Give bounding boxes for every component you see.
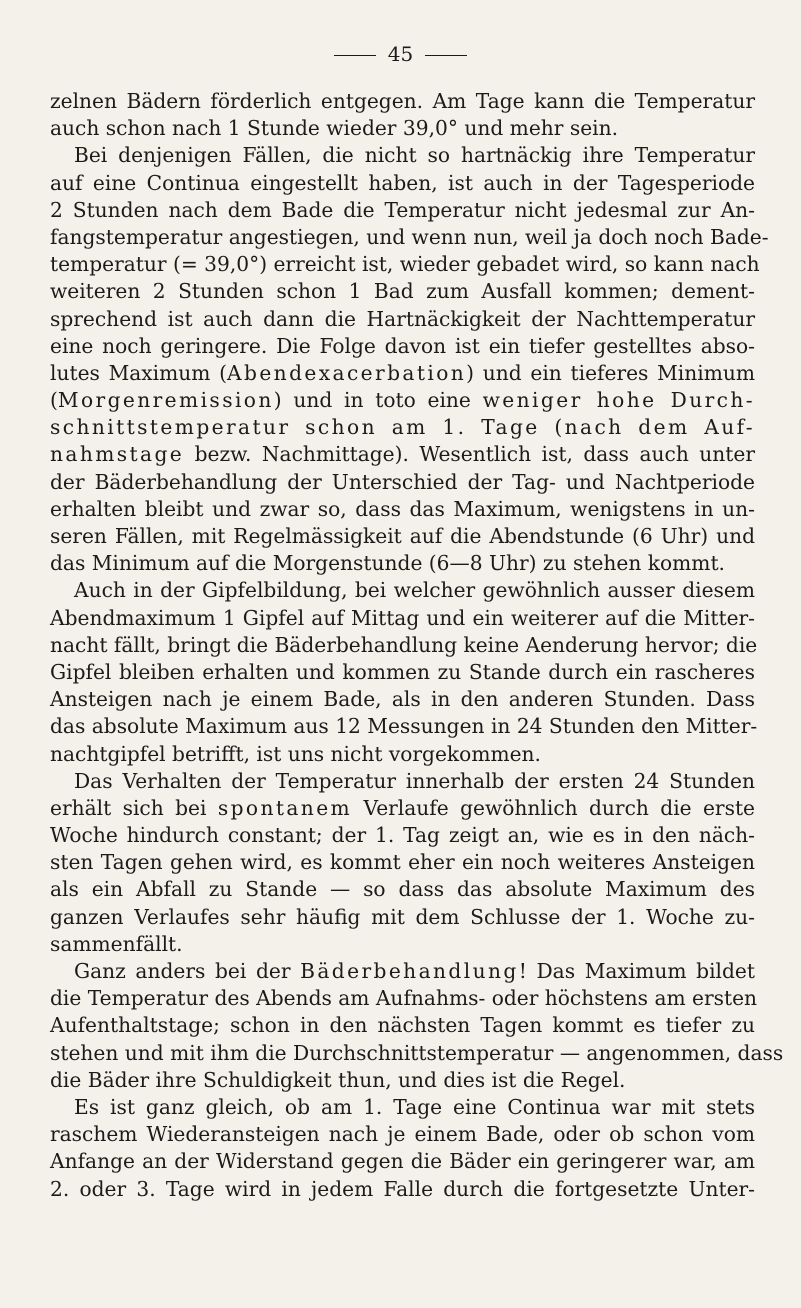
text-line <box>50 360 755 387</box>
text-segment: lutes Maximum ( <box>50 360 228 385</box>
text-line <box>50 441 755 468</box>
text-segment: nacht fällt, bringt die Bäderbehandlung keine Aenderung hervor; die <box>50 632 758 657</box>
text-segment: sammenfällt. <box>50 931 183 956</box>
text-line <box>50 224 769 251</box>
text-segment: sprechend ist auch dann die Hartnäckigkeit der Nachttemperatur <box>50 306 755 331</box>
text-line <box>50 795 755 822</box>
text-line <box>50 550 755 577</box>
spaced-emphasis: nahmstage <box>50 442 185 467</box>
text-segment: ganzen Verlaufes sehr häufig mit dem Schlusse der 1. Woche zu- <box>50 904 755 929</box>
text-line <box>50 577 755 604</box>
text-segment: 2. oder 3. Tage wird in jedem Falle durch die fortgesetzte Unter- <box>50 1176 755 1201</box>
header-dash-left <box>334 55 376 56</box>
text-segment: Ganz anders bei der <box>74 959 301 983</box>
spaced-emphasis: Abendexacerbation <box>227 360 467 385</box>
text-segment: das absolute Maximum aus 12 Messungen in 24 Stunden den Mitter- <box>50 714 758 739</box>
header-dash-right <box>425 55 467 56</box>
text-segment: erhält sich bei <box>50 795 218 820</box>
text-segment: 2 Stunden nach dem Bade die Temperatur nicht jedesmal zur An- <box>50 197 755 222</box>
text-segment: Abendmaximum 1 Gipfel auf Mittag und ein weiterer auf die Mitter- <box>50 605 755 630</box>
text-segment: erhalten bleibt und zwar so, dass das Maximum, wenigstens in un- <box>50 496 755 521</box>
text-line <box>50 1067 755 1094</box>
spaced-emphasis: schnittstemperatur schon am 1. Tage (nach dem Auf- <box>50 415 755 440</box>
page-header <box>0 42 801 66</box>
page-number: 45 <box>387 42 414 66</box>
text-line <box>50 686 755 713</box>
text-line <box>50 931 755 958</box>
text-segment: raschem Wiederansteigen nach je einem Bade, oder ob schon vom <box>50 1122 755 1147</box>
spaced-emphasis: spontanem <box>217 795 353 820</box>
text-segment: auf eine Continua eingestellt haben, ist auch in der Tagesperiode <box>50 170 755 195</box>
text-line <box>50 713 758 740</box>
text-line <box>50 768 755 795</box>
text-segment: weiteren 2 Stunden schon 1 Bad zum Ausfall kommen; dement- <box>50 279 755 304</box>
text-line <box>50 1176 755 1203</box>
text-segment: seren Fällen, mit Regelmässigkeit auf die Abendstunde (6 Uhr) und <box>50 524 755 548</box>
text-line <box>50 496 755 523</box>
text-segment: temperatur (= 39,0°) erreicht ist, wieder gebadet wird, so kann nach <box>50 252 760 277</box>
text-line <box>50 659 755 686</box>
text-segment: ) und ein tieferes Minimum <box>466 360 756 385</box>
text-segment: die Bäder ihre Schuldigkeit thun, und dies ist die Regel. <box>50 1067 626 1092</box>
text-line <box>50 387 755 414</box>
text-segment: das Minimum auf die Morgenstunde (6—8 Uhr) zu stehen kommt. <box>50 551 725 576</box>
spaced-emphasis: Morgenremission <box>57 388 274 413</box>
text-segment: Anfange an der Widerstand gegen die Bäder ein geringerer war, am <box>50 1149 755 1174</box>
text-segment: als ein Abfall zu Stande — so dass das absolute Maximum des <box>50 877 755 902</box>
text-segment: bezw. Nachmittage). Wesentlich ist, dass auch unter <box>184 442 755 467</box>
text-line <box>50 197 755 224</box>
text-segment: stehen und mit ihm die Durchschnittstemperatur — angenommen, dass <box>50 1040 784 1065</box>
text-segment: eine noch geringere. Die Folge davon ist ein tiefer gestelltes abso- <box>50 333 755 358</box>
spaced-emphasis: Bäderbehandlung <box>300 959 519 983</box>
text-segment: ) und in toto eine <box>273 388 483 413</box>
text-line <box>50 958 755 985</box>
text-line <box>50 822 755 849</box>
text-segment: ( <box>50 388 58 413</box>
text-segment: die Temperatur des Abends am Aufnahms- oder höchstens am ersten <box>50 986 758 1011</box>
text-line <box>50 1040 784 1067</box>
text-segment: Bei denjenigen Fällen, die nicht so hartnäckig ihre Temperatur <box>74 143 755 168</box>
spaced-emphasis: weniger hohe Durch- <box>482 388 755 413</box>
text-segment: nachtgipfel betrifft, ist uns nicht vorgekommen. <box>50 741 541 766</box>
text-line <box>50 741 755 768</box>
text-line <box>50 1094 755 1121</box>
text-line <box>50 469 755 496</box>
text-segment: der Bäderbehandlung der Unterschied der Tag- und Nachtperiode <box>50 469 755 494</box>
text-line <box>50 632 758 659</box>
text-line <box>50 115 755 142</box>
text-segment: Verlaufe gewöhnlich durch die erste <box>352 795 755 820</box>
text-segment: Ansteigen nach je einem Bade, als in den anderen Stunden. Dass <box>50 687 755 712</box>
text-line <box>50 876 755 903</box>
text-segment: Gipfel bleiben erhalten und kommen zu Stande durch ein rascheres <box>50 659 755 684</box>
text-segment: Es ist ganz gleich, ob am 1. Tage eine Continua war mit stets <box>74 1094 755 1119</box>
text-line <box>50 1121 755 1148</box>
text-line <box>50 605 755 632</box>
text-segment: Auch in der Gipfelbildung, bei welcher gewöhnlich ausser diesem <box>74 578 755 603</box>
text-line <box>50 1148 755 1175</box>
text-line <box>50 904 755 931</box>
text-segment: sten Tagen gehen wird, es kommt eher ein noch weiteres Ansteigen <box>50 850 755 875</box>
text-line <box>50 142 755 169</box>
text-line <box>50 88 755 115</box>
text-line <box>50 278 755 305</box>
text-segment: fangstemperatur angestiegen, und wenn nun, weil ja doch noch Bade- <box>50 224 769 249</box>
text-line <box>50 849 755 876</box>
text-segment: ! Das Maximum bildet <box>518 959 755 983</box>
text-line <box>50 523 755 550</box>
text-line <box>50 414 755 441</box>
body-text <box>50 88 784 1203</box>
text-line <box>50 333 755 360</box>
text-line <box>50 170 755 197</box>
text-segment: auch schon nach 1 Stunde wieder 39,0° und mehr sein. <box>50 116 619 141</box>
text-segment: Woche hindurch constant; der 1. Tag zeigt an, wie es in den näch- <box>50 823 755 848</box>
text-line <box>50 306 755 333</box>
text-line <box>50 251 760 278</box>
text-segment: zelnen Bädern förderlich entgegen. Am Tage kann die Temperatur <box>50 89 755 113</box>
text-segment: Aufenthaltstage; schon in den nächsten Tagen kommt es tiefer zu <box>50 1013 755 1038</box>
text-segment: Das Verhalten der Temperatur innerhalb der ersten 24 Stunden <box>74 768 755 793</box>
text-line <box>50 985 758 1012</box>
text-line <box>50 1012 755 1039</box>
